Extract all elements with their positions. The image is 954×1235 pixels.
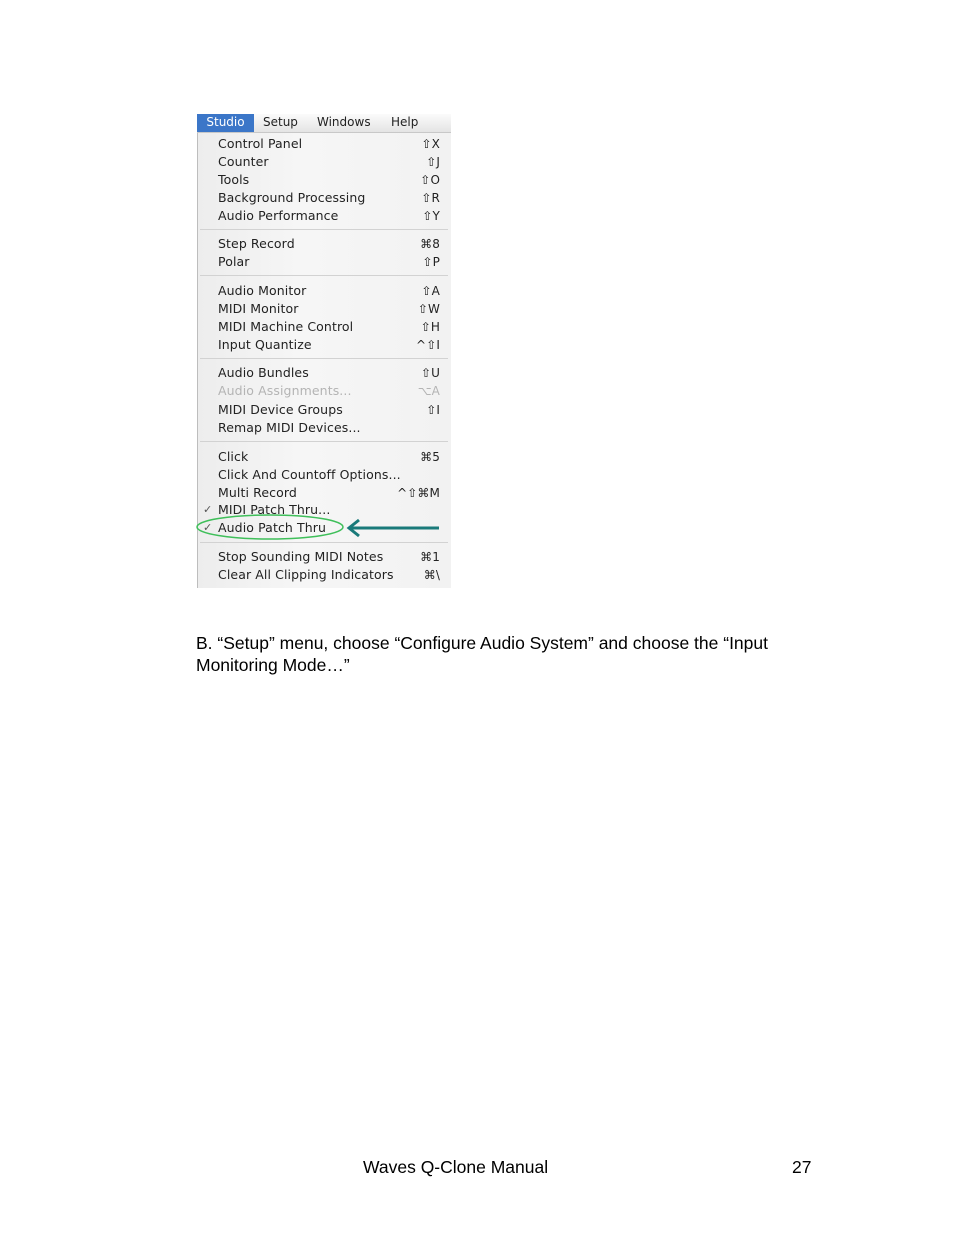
instruction-paragraph: B. “Setup” menu, choose “Configure Audio System” and choose the “Input Monitoring Mode…” xyxy=(196,633,768,675)
footer-title: Waves Q-Clone Manual xyxy=(363,1157,549,1177)
menu-item-shortcut: ⇧A xyxy=(421,284,440,298)
menu-item-label: Tools xyxy=(218,172,250,187)
menu-item-shortcut: ⌥A xyxy=(417,384,440,398)
menu-studio[interactable]: Studio xyxy=(197,114,254,132)
menu-item-midi-machine-control[interactable] xyxy=(198,318,448,336)
menu-separator xyxy=(200,229,448,230)
menu-item-audio-monitor[interactable] xyxy=(198,282,448,300)
menu-item-shortcut: ⇧H xyxy=(420,320,440,334)
page-number: 27 xyxy=(792,1157,812,1177)
menu-separator xyxy=(200,275,448,276)
menu-item-shortcut: ⇧Y xyxy=(422,209,440,223)
menu-item-label: Step Record xyxy=(218,236,295,251)
menu-item-background-processing[interactable] xyxy=(198,189,448,207)
menu-item-label: Counter xyxy=(218,154,269,169)
menu-item-audio-assignments xyxy=(198,382,448,400)
menu-item-shortcut: ⌘1 xyxy=(420,550,440,564)
menu-screenshot xyxy=(197,114,451,588)
menu-item-shortcut: ⇧U xyxy=(420,366,440,380)
menu-separator xyxy=(200,542,448,543)
menu-item-label: Click And Countoff Options... xyxy=(218,467,401,482)
menu-item-stop-sounding-midi-notes[interactable] xyxy=(198,548,448,566)
menu-item-shortcut: ⇧I xyxy=(426,403,440,417)
menu-item-multi-record[interactable] xyxy=(198,484,448,502)
menu-help[interactable]: Help xyxy=(391,115,419,129)
menu-item-control-panel[interactable] xyxy=(198,135,448,153)
menu-item-audio-bundles[interactable] xyxy=(198,364,448,382)
menu-item-label: Audio Assignments... xyxy=(218,383,352,398)
menu-item-label: MIDI Device Groups xyxy=(218,402,343,417)
menu-item-shortcut: ⇧W xyxy=(417,302,440,316)
menu-item-label: Click xyxy=(218,449,249,464)
menu-setup[interactable]: Setup xyxy=(263,115,298,129)
menu-item-label: Clear All Clipping Indicators xyxy=(218,567,394,582)
menu-item-shortcut: ⇧O xyxy=(420,173,440,187)
checkmark-icon: ✓ xyxy=(203,503,213,516)
arrow-left-icon xyxy=(343,518,443,538)
menu-item-remap-midi-devices[interactable] xyxy=(198,419,448,437)
menu-item-shortcut: ^⇧⌘M xyxy=(397,486,440,500)
menu-item-label: Audio Bundles xyxy=(218,365,309,380)
menu-item-polar[interactable] xyxy=(198,253,448,271)
menu-item-shortcut: ⇧J xyxy=(426,155,440,169)
menu-separator xyxy=(200,358,448,359)
menu-item-label: Background Processing xyxy=(218,190,366,205)
menu-item-shortcut: ⇧X xyxy=(421,137,440,151)
menu-item-shortcut: ⌘5 xyxy=(420,450,440,464)
menu-item-step-record[interactable] xyxy=(198,235,448,253)
menu-item-label: Audio Monitor xyxy=(218,283,307,298)
highlight-ellipse-annotation xyxy=(195,512,347,542)
menu-item-midi-device-groups[interactable] xyxy=(198,401,448,419)
menu-item-tools[interactable] xyxy=(198,171,448,189)
menu-separator xyxy=(200,441,448,442)
menu-item-audio-performance[interactable] xyxy=(198,207,448,225)
menu-item-shortcut: ⇧R xyxy=(421,191,440,205)
menu-item-label: MIDI Patch Thru... xyxy=(218,502,331,517)
menu-item-midi-monitor[interactable] xyxy=(198,300,448,318)
menu-item-label: Control Panel xyxy=(218,136,303,151)
menu-item-shortcut: ⌘\ xyxy=(423,568,440,582)
menu-bar xyxy=(197,114,451,133)
menu-item-click-countoff-options[interactable] xyxy=(198,466,448,484)
menu-item-label: Polar xyxy=(218,254,250,269)
checkmark-icon: ✓ xyxy=(203,521,213,534)
menu-windows[interactable]: Windows xyxy=(317,115,371,129)
menu-item-label: Stop Sounding MIDI Notes xyxy=(218,549,384,564)
menu-item-click[interactable] xyxy=(198,448,448,466)
menu-item-label: Audio Performance xyxy=(218,208,339,223)
menu-item-counter[interactable] xyxy=(198,153,448,171)
menu-item-clear-all-clipping-indicators[interactable] xyxy=(198,566,448,584)
menu-item-label: MIDI Machine Control xyxy=(218,319,354,334)
menu-item-label: Input Quantize xyxy=(218,337,312,352)
menu-item-label: Remap MIDI Devices... xyxy=(218,420,361,435)
menu-item-shortcut: ⇧P xyxy=(422,255,440,269)
menu-item-label: Multi Record xyxy=(218,485,297,500)
menu-item-shortcut: ⌘8 xyxy=(420,237,440,251)
menu-item-shortcut: ^⇧I xyxy=(416,338,440,352)
menu-item-label: Audio Patch Thru xyxy=(218,520,327,535)
menu-item-input-quantize[interactable] xyxy=(198,336,448,354)
menu-item-label: MIDI Monitor xyxy=(218,301,299,316)
